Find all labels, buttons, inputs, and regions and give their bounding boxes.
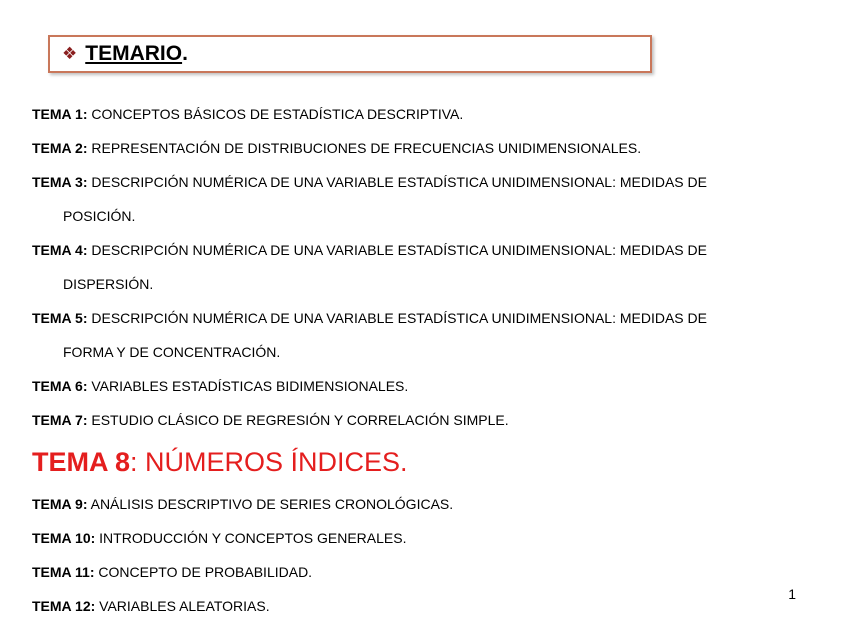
topic-label: TEMA 9:: [32, 496, 88, 512]
topic-text: REPRESENTACIÓN DE DISTRIBUCIONES DE FRECUENCIAS UNIDIMENSIONALES.: [87, 140, 642, 156]
topic-text: CONCEPTO DE PROBABILIDAD.: [94, 564, 313, 580]
topic-list: [32, 97, 822, 623]
title-box: [48, 35, 652, 73]
topic-label: TEMA 1:: [32, 106, 88, 122]
topic-label: TEMA 5:: [32, 310, 88, 326]
topic-label: TEMA 6:: [32, 378, 88, 394]
topic-label: TEMA 7:: [32, 412, 88, 428]
page-number: 1: [788, 586, 796, 602]
topic-label: TEMA 10:: [32, 530, 96, 546]
topic-text: INTRODUCCIÓN Y CONCEPTOS GENERALES.: [95, 530, 407, 546]
topic-label: TEMA 4:: [32, 242, 88, 258]
topic-label: TEMA 2:: [32, 140, 88, 156]
title-period: .: [182, 42, 188, 65]
topic-label: TEMA 3:: [32, 174, 88, 190]
topic-text: : NÚMEROS ÍNDICES.: [130, 447, 408, 477]
topic-item-9: [32, 487, 822, 521]
topic-text: VARIABLES ALEATORIAS.: [95, 598, 270, 614]
topic-item-8-highlighted: [32, 437, 822, 487]
topic-text: VARIABLES ESTADÍSTICAS BIDIMENSIONALES.: [87, 378, 409, 394]
topic-text: ANÁLISIS DESCRIPTIVO DE SERIES CRONOLÓGICAS.: [87, 496, 454, 512]
page-title: TEMARIO: [85, 42, 183, 65]
topic-item-11: [32, 555, 822, 589]
topic-item-10: [32, 521, 822, 555]
topic-item-3: [32, 165, 822, 233]
topic-item-6: [32, 369, 822, 403]
topic-item-12: [32, 589, 822, 623]
topic-text-continuation: POSICIÓN.: [63, 208, 136, 224]
topic-text-continuation: DISPERSIÓN.: [63, 276, 154, 292]
title-row: [62, 42, 188, 66]
diamond-bullet-icon: ❖: [62, 44, 78, 63]
topic-text: DESCRIPCIÓN NUMÉRICA DE UNA VARIABLE ESTADÍSTICA UNIDIMENSIONAL: MEDIDAS DE: [87, 310, 707, 326]
topic-item-1: [32, 97, 822, 131]
topic-item-4: [32, 233, 822, 301]
topic-text-continuation: FORMA Y DE CONCENTRACIÓN.: [63, 344, 281, 360]
topic-text: DESCRIPCIÓN NUMÉRICA DE UNA VARIABLE ESTADÍSTICA UNIDIMENSIONAL: MEDIDAS DE: [87, 174, 707, 190]
topic-label: TEMA 8: [32, 447, 131, 477]
topic-label: TEMA 12:: [32, 598, 96, 614]
topic-item-5: [32, 301, 822, 369]
topic-text: ESTUDIO CLÁSICO DE REGRESIÓN Y CORRELACIÓN SIMPLE.: [87, 412, 509, 428]
topic-label: TEMA 11:: [32, 564, 95, 580]
topic-text: DESCRIPCIÓN NUMÉRICA DE UNA VARIABLE ESTADÍSTICA UNIDIMENSIONAL: MEDIDAS DE: [87, 242, 707, 258]
topic-item-7: [32, 403, 822, 437]
topic-text: CONCEPTOS BÁSICOS DE ESTADÍSTICA DESCRIPTIVA.: [87, 106, 464, 122]
topic-item-2: [32, 131, 822, 165]
